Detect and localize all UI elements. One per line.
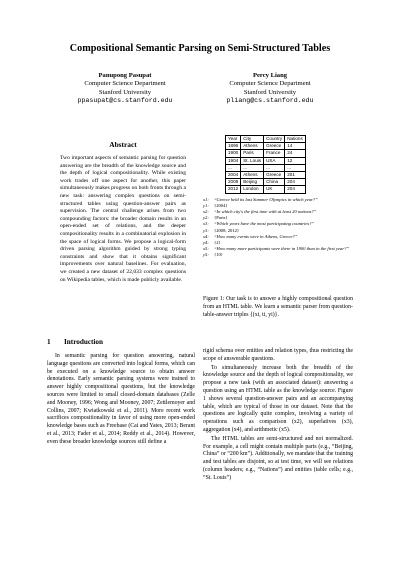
table-row — [226, 186, 306, 193]
table-cell: 204 — [285, 179, 306, 186]
table-header-cell: City — [241, 136, 264, 143]
table-cell: 204 — [285, 186, 306, 193]
table-header-cell: Country — [264, 136, 285, 143]
question-label: x3: — [203, 221, 209, 227]
author-univ: Stanford University — [98, 88, 152, 96]
answer-text: {2004} — [214, 202, 228, 208]
question-text: “Which years have the most participating countries?” — [214, 221, 315, 227]
answer-text: {2} — [214, 240, 221, 246]
author-dept: Computer Science Department — [229, 80, 311, 88]
author-email: ppasupat@cs.stanford.edu — [77, 97, 173, 105]
answer-label: y3: — [203, 227, 209, 233]
question-text: “How many events were in Athens, Greece?” — [214, 233, 298, 239]
table-row — [226, 172, 306, 179]
table-cell: 12 — [285, 157, 306, 164]
section-number: 1 — [47, 338, 51, 346]
table-header-cell: Year — [226, 136, 241, 143]
paper-title: Compositional Semantic Parsing on Semi-Structured Tables — [69, 43, 331, 54]
section-heading — [47, 338, 103, 346]
author-univ: Stanford University — [243, 88, 297, 96]
section-title: Introduction — [64, 338, 104, 346]
answer-label: y4: — [203, 240, 209, 246]
table-cell: Greece — [264, 143, 285, 150]
body-paragraph: The HTML tables are semi-structured and not normalized. For example, a cell might contain multiple parts (e.g., “Beijing, China” or “200 km”). Additionally, we mandate that the training and test tables are disjoint, so at test time, we will see relations (column headers; e.g., “Nations”) and entities (table cells; e.g., “St. Louis”) — [203, 435, 353, 481]
question-text: “Greece held its last Summer Olympics in which year?” — [214, 196, 318, 202]
table-cell: London — [241, 186, 264, 193]
answer-text: {Paris} — [214, 215, 228, 221]
answer-label: y1: — [203, 202, 209, 208]
olympics-table — [225, 135, 306, 194]
table-cell: ... — [285, 164, 306, 171]
answer-label: y2: — [203, 215, 209, 221]
author-email: pliang@cs.stanford.edu — [226, 97, 314, 105]
author-name: Panupong Pasupat — [98, 72, 152, 79]
author-block — [200, 72, 340, 106]
answer-line — [203, 252, 353, 258]
question-line — [203, 246, 353, 252]
table-cell: 2004 — [226, 172, 241, 179]
question-label: x5: — [203, 246, 209, 252]
table-cell: St. Louis — [241, 157, 264, 164]
table-cell: ... — [264, 164, 285, 171]
right-column-body — [203, 348, 353, 484]
table-cell: France — [264, 150, 285, 157]
table-cell: China — [264, 179, 285, 186]
question-label: x4: — [203, 233, 209, 239]
table-cell: 1900 — [226, 150, 241, 157]
figure-caption: Figure 1: Our task is to answer a highly compositional question from an HTML table. We learn a semantic parser from question-table-answer triples {(xi, ti, yi)}. — [203, 296, 353, 318]
body-paragraph: rigid schema over entities and relation types, thus restricting the scope of answerable questions. — [203, 348, 353, 362]
abstract-text: Two important aspects of semantic parsing for question answering are the breadth of the knowledge source and the depth of logical compositionality. While existing work trades off one aspect for another, this paper simultaneously makes progress on both fronts through a new task: answering complex questions on semi-structured tables using question-answer pairs as supervision. The central challenge arises from two compounding factors: the broader domain results in an open-ended set of relations, and the deeper compositionality results in a combinatorial explosion in the space of logical forms. We propose a logical-form driven parsing algorithm guided by strong typing constraints and show that it obtains significant improvements over natural baselines. For evaluation, we created a new dataset of 22,033 complex questions on Wikipedia tables, which is made publicly available. — [60, 155, 186, 283]
author-block — [55, 72, 195, 106]
table-row — [226, 143, 306, 150]
table-cell: Greece — [264, 172, 285, 179]
figure-1 — [203, 135, 353, 259]
table-cell: ... — [241, 164, 264, 171]
table-header-cell: Nations — [285, 136, 306, 143]
question-text: “How many more participants were there in 1900 than in the first year?” — [214, 246, 349, 252]
table-cell: Athens — [241, 172, 264, 179]
table-cell: Paris — [241, 150, 264, 157]
answer-text: {2008, 2012} — [214, 227, 240, 233]
qa-list — [203, 197, 353, 259]
table-row — [226, 164, 306, 171]
table-cell: 1904 — [226, 157, 241, 164]
table-header-row — [226, 136, 306, 143]
table-cell: 1896 — [226, 143, 241, 150]
table-cell: Beijing — [241, 179, 264, 186]
intro-paragraph: In semantic parsing for question answering, natural language questions are converted into logical forms, which can be executed on a knowledge source to obtain answer denotations. Early semantic parsing systems were trained to answer highly compositional questions, but the knowledge sources were limited to small closed-domain databases (Zelle and Mooney, 1996; Wong and Mooney, 2007; Zettlemoyer and Collins, 2007; Kwiatkowski et al., 2011). More recent work sacrifices compositionality in favor of using more open-ended knowledge bases such as Freebase (Cai and Yates, 2013; Berant et al., 2013; Fader et al., 2014; Reddy et al., 2014). However, even these broader knowledge sources still define a — [47, 353, 195, 445]
table-row — [226, 150, 306, 157]
table-cell: 2012 — [226, 186, 241, 193]
table-cell: ... — [226, 164, 241, 171]
answer-text: {10} — [214, 252, 224, 258]
author-dept: Computer Science Department — [84, 80, 166, 88]
intro-body — [47, 353, 195, 447]
question-label: x1: — [203, 196, 209, 202]
author-name: Percy Liang — [252, 72, 288, 79]
abstract-heading: Abstract — [109, 140, 137, 149]
table-row — [226, 179, 306, 186]
table-cell: Athens — [241, 143, 264, 150]
table-row — [226, 157, 306, 164]
answer-label: y5: — [203, 252, 209, 258]
table-cell: 2008 — [226, 179, 241, 186]
table-cell: 24 — [285, 150, 306, 157]
question-text: “In which city's the first time with at least 20 nations?” — [214, 209, 317, 215]
question-label: x2: — [203, 209, 209, 215]
body-paragraph: To simultaneously increase both the breadth of the knowledge source and the depth of logical compositionality, we propose a new task (with an associated dataset): answering a question using an HTML table as the knowledge source. Figure 1 shows several question-answer pairs and an accompanying table, which are typical of those in our dataset. Note that the questions are logically quite complex, involving a variety of operations such as comparison (x2), superlatives (x3), aggregation (x4), and arithmetic (x5). — [203, 364, 353, 433]
table-cell: 201 — [285, 172, 306, 179]
table-cell: UK — [264, 186, 285, 193]
table-cell: USA — [264, 157, 285, 164]
table-cell: 14 — [285, 143, 306, 150]
